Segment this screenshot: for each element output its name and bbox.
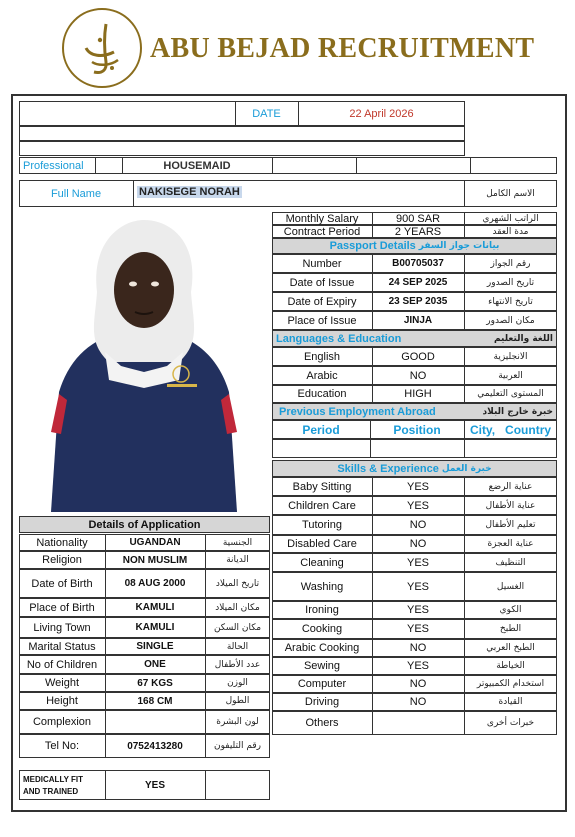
language-row-label-ar: المستوى التعليمي	[477, 389, 544, 399]
application-row-label-ar: الحالة	[226, 641, 249, 652]
skill-row-label: Arabic Cooking	[284, 642, 360, 654]
application-row-label-ar: عدد الأطفال	[214, 659, 261, 670]
skill-row-label: Ironing	[305, 604, 339, 616]
employment-col-position: Position	[393, 422, 441, 437]
skill-row-label-ar: الخياطة	[496, 661, 525, 671]
skill-row-label: Cleaning	[300, 556, 344, 569]
skill-row-value: YES	[406, 604, 429, 616]
skill-row-label-ar: الغسيل	[496, 581, 525, 592]
skill-row-value: YES	[406, 623, 429, 635]
company-logo	[62, 8, 142, 88]
passport-row-label-ar: مكان الصدور	[486, 315, 535, 326]
skill-row-value: YES	[406, 660, 429, 672]
skill-row-label: Disabled Care	[287, 538, 357, 550]
skill-row-value: YES	[406, 580, 429, 593]
medical-label: MEDICALLY FIT AND TRAINED	[23, 775, 84, 796]
profession-value: HOUSEMAID	[163, 159, 231, 172]
skill-row-value	[372, 711, 464, 735]
application-title: Details of Application	[88, 518, 201, 531]
passport-row-label-ar: تاريخ الانتهاء	[488, 296, 533, 307]
passport-row-value: JINJA	[403, 315, 433, 326]
employment-col-city-country: City, Country	[469, 422, 552, 437]
employment-title: Previous Employment Abroad	[279, 405, 436, 418]
application-row-label-ar: رقم التليفون	[214, 741, 261, 751]
application-row-label: Living Town	[33, 621, 91, 634]
application-row-value: 0752413280	[127, 740, 183, 752]
skill-row-label-ar: عناية العجزة	[487, 539, 534, 549]
logo-calligraphy-icon	[74, 18, 130, 78]
application-row-label-ar: الطول	[225, 696, 250, 706]
skill-row-value: NO	[409, 696, 427, 708]
language-row-label: English	[303, 350, 341, 363]
passport-row-label: Date of Issue	[289, 276, 355, 289]
salary-label: Monthly Salary	[285, 212, 359, 225]
candidate-photo	[21, 212, 267, 512]
skill-row-label-ar: عناية الرضع	[488, 481, 533, 492]
skill-row-value: YES	[406, 480, 429, 493]
skill-row-label: Driving	[304, 696, 340, 708]
application-row-label: Weight	[44, 677, 80, 689]
salary-label-ar: الراتب الشهري	[482, 213, 539, 224]
skill-row-label: Washing	[300, 580, 344, 593]
skills-title: Skills & Experience خبرة العمل	[337, 462, 492, 475]
application-row-value: 08 AUG 2000	[124, 578, 186, 589]
blank-row	[19, 141, 465, 156]
passport-row-label: Place of Issue	[287, 314, 357, 327]
application-row-label: Place of Birth	[29, 601, 95, 614]
skill-row-value: NO	[409, 538, 427, 550]
skill-row-value: NO	[409, 519, 427, 531]
application-row-value: NON MUSLIM	[122, 554, 188, 566]
passport-row-value: B00705037	[392, 258, 444, 269]
language-row-label-ar: العربية	[498, 370, 523, 381]
skill-row-label: Baby Sitting	[292, 480, 352, 493]
application-row-value: KAMULI	[135, 622, 175, 633]
application-row-value: KAMULI	[135, 602, 175, 613]
skill-row-label-ar: القيادة	[498, 697, 523, 707]
skill-row-value: NO	[409, 642, 427, 654]
passport-row-value: 23 SEP 2035	[388, 296, 448, 307]
full-name-value: NAKISEGE NORAH	[139, 186, 240, 198]
application-row-value: 168 CM	[137, 695, 173, 707]
skill-row-label: Cooking	[301, 623, 343, 635]
full-name-label-ar: الاسم الكامل	[486, 188, 535, 199]
passport-row-label-ar: رقم الجواز	[490, 258, 531, 269]
skill-row-value: YES	[406, 499, 429, 512]
employment-title-ar: خبرة خارج البلاد	[482, 406, 553, 417]
employment-empty-row	[272, 439, 557, 458]
language-row-label: Arabic	[306, 369, 338, 382]
passport-title: Passport Details بيانات جواز السفر	[329, 240, 500, 252]
skill-row-label-ar: الطبخ	[499, 624, 522, 634]
application-row-label-ar: مكان السكن	[213, 622, 262, 633]
languages-title-ar: اللغة والتعليم	[493, 333, 553, 344]
application-row-label-ar: لون البشرة	[216, 717, 259, 727]
application-row-label-ar: مكان الميلاد	[215, 602, 260, 613]
profession-row	[19, 157, 557, 174]
application-row-label: Height	[46, 695, 78, 707]
passport-row-label: Date of Expiry	[287, 295, 357, 308]
skill-row-label-ar: خبرات أخرى	[486, 718, 535, 728]
application-row-label: Marital Status	[28, 640, 96, 653]
skill-row-label-ar: الكوي	[499, 605, 522, 615]
skill-row-label-ar: عناية الأطفال	[485, 500, 536, 511]
application-row-value: ONE	[144, 659, 166, 670]
employment-col-period: Period	[302, 422, 340, 437]
skill-row-label: Computer	[297, 678, 347, 690]
application-row-value: 67 KGS	[137, 677, 173, 689]
skill-row-label-ar: التنظيف	[495, 557, 526, 568]
language-row-label-ar: الانجليزية	[493, 351, 528, 362]
application-row-label: Tel No:	[44, 740, 80, 752]
blank-row	[19, 126, 465, 141]
application-row-label: Complexion	[32, 716, 92, 728]
contract-value: 2 YEARS	[394, 225, 442, 238]
language-row-value: GOOD	[401, 350, 435, 363]
languages-title: Languages & Education	[276, 332, 402, 345]
company-name: ABU BEJAD RECRUITMENT	[150, 33, 535, 64]
application-row-label: No of Children	[26, 658, 98, 671]
application-row-value: UGANDAN	[129, 537, 181, 548]
passport-row-value: 24 SEP 2025	[388, 277, 448, 288]
application-row-label-ar: الوزن	[227, 678, 248, 688]
profession-label: Professional	[23, 159, 84, 172]
skill-row-label: Others	[305, 717, 339, 729]
language-row-value: NO	[409, 369, 427, 382]
date-value: 22 April 2026	[349, 107, 414, 120]
application-row-value: SINGLE	[136, 641, 174, 652]
contract-label: Contract Period	[283, 225, 361, 238]
salary-value: 900 SAR	[395, 212, 441, 225]
language-row-label: Education	[297, 388, 347, 400]
application-row-label: Date of Birth	[31, 577, 93, 590]
skill-row-label-ar: تعليم الأطفال	[485, 520, 536, 530]
language-row-value: HIGH	[404, 388, 432, 400]
skill-row-label: Tutoring	[302, 519, 342, 531]
application-row-label-ar: تاريخ الميلاد	[215, 578, 260, 589]
application-row-label-ar: الديانة	[226, 555, 249, 565]
contract-label-ar: مدة العقد	[492, 226, 529, 237]
passport-row-label-ar: تاريخ الصدور	[486, 277, 535, 288]
passport-row-label: Number	[302, 257, 342, 270]
skill-row-value: YES	[406, 556, 429, 569]
skill-row-label: Children Care	[288, 499, 356, 512]
skill-row-label-ar: استخدام الكمبيوتر	[476, 679, 545, 689]
skill-row-label-ar: الطبخ العربي	[486, 643, 535, 653]
medical-value: YES	[144, 779, 165, 791]
application-row-label: Religion	[42, 554, 82, 566]
application-row-label: Nationality	[36, 536, 88, 549]
skill-row-label: Sewing	[303, 660, 341, 672]
date-label: DATE	[252, 107, 281, 120]
full-name-label: Full Name	[50, 187, 102, 200]
application-row-value	[105, 710, 205, 734]
skill-row-value: NO	[409, 678, 427, 690]
application-row-label-ar: الجنسية	[222, 537, 253, 548]
